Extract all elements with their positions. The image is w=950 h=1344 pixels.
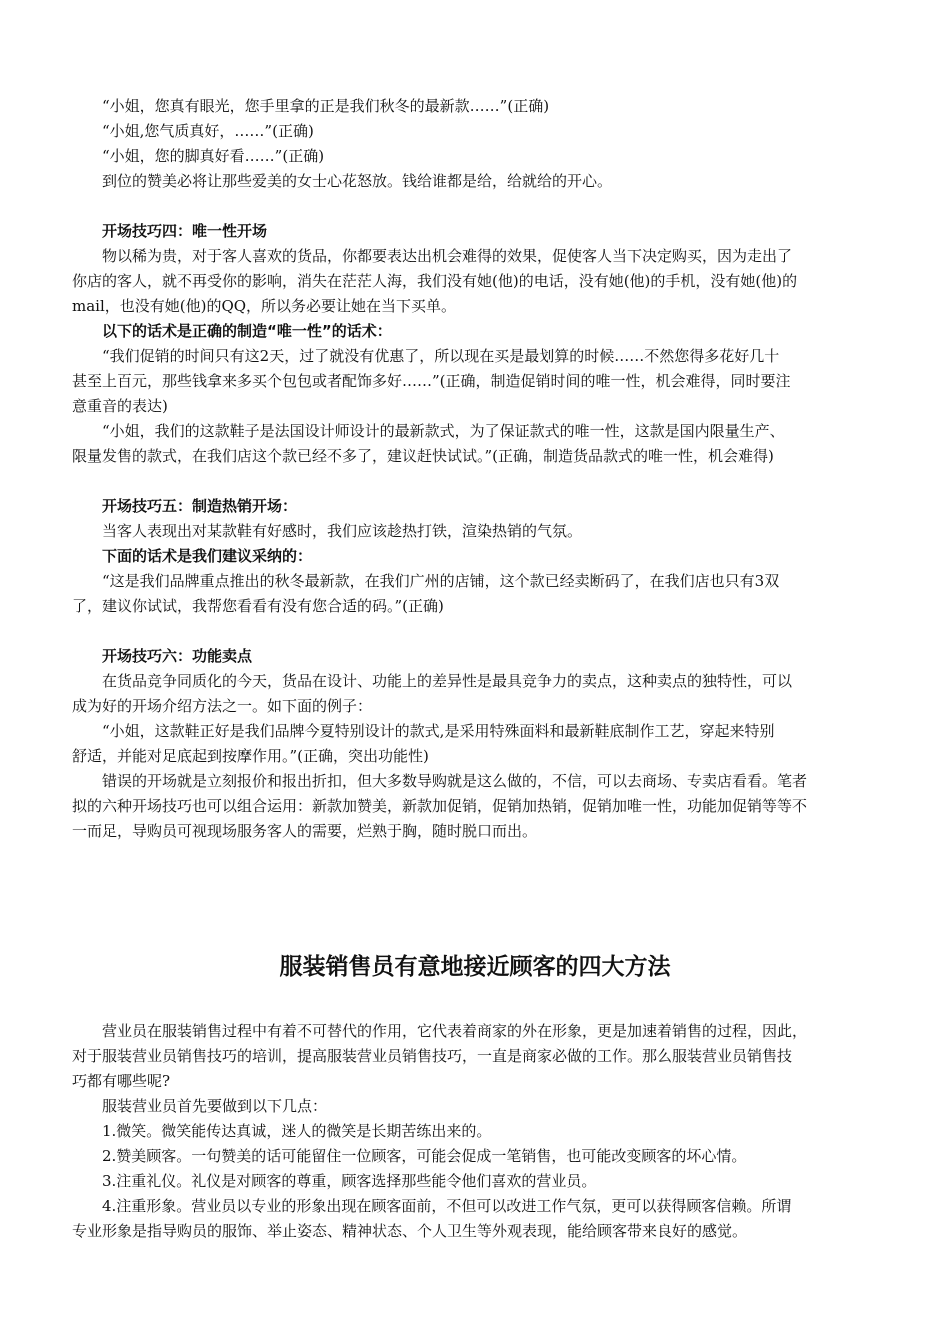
article-title: 服装销售员有意地接近顾客的四大方法 — [279, 954, 671, 980]
compliment-line-2: “小姐,您气质真好，……”(正确) — [102, 122, 314, 140]
compliment-summary: 到位的赞美必将让那些爱美的女士心花怒放。钱给谁都是给，给就给的开心。 — [102, 172, 613, 190]
tip4-example2-line-2: 限量发售的款式，在我们店这个款已经不多了，建议赶快试试。”(正确，制造货品款式的唯一性，机会难得) — [72, 447, 774, 465]
tip6-body-line-2: 成为好的开场介绍方法之一。如下面的例子： — [72, 697, 373, 715]
tip4-body-line-2: 你店的客人，就不再受你的影响，消失在茫茫人海，我们没有她(他)的电话，没有她(他)的手机，没有她(他)的 — [72, 272, 798, 290]
compliment-line-1: “小姐，您真有眼光，您手里拿的正是我们秋冬的最新款……”(正确) — [102, 97, 550, 115]
tip5-heading: 开场技巧五：制造热销开场： — [102, 497, 298, 515]
tip5-example-line-2: 了，建议你试试，我帮您看看有没有您合适的码。”(正确) — [72, 597, 444, 615]
article-lead: 服装营业员首先要做到以下几点： — [102, 1097, 328, 1115]
tip4-example1-line-3: 意重音的表达) — [72, 397, 168, 415]
article-item-2: 2.赞美顾客。一句赞美的话可能留住一位顾客，可能会促成一笔销售，也可能改变顾客的坏心情。 — [102, 1147, 747, 1165]
tip6-example-line-2: 舒适，并能对足底起到按摩作用。”(正确，突出功能性) — [72, 747, 429, 765]
tip5-body: 当客人表现出对某款鞋有好感时，我们应该趁热打铁，渲染热销的气氛。 — [102, 522, 583, 540]
tip6-heading: 开场技巧六：功能卖点 — [102, 647, 253, 665]
tip4-subheading: 以下的话术是正确的制造“唯一性”的话术： — [102, 322, 392, 340]
tip6-body-line-1: 在货品竞争同质化的今天，货品在设计、功能上的差异性是最具竞争力的卖点，这种卖点的独特性，可以 — [102, 672, 793, 690]
tip6-example-line-1: “小姐，这款鞋正好是我们品牌今夏特别设计的款式,是采用特殊面料和最新鞋底制作工艺，穿起来特别 — [102, 722, 775, 740]
tip5-subheading: 下面的话术是我们建议采纳的： — [102, 547, 313, 565]
article-item-4-continued: 专业形象是指导购员的服饰、举止姿态、精神状态、个人卫生等外观表现，能给顾客带来良好的感觉。 — [72, 1222, 748, 1240]
article-intro-line-3: 巧都有哪些呢? — [72, 1072, 171, 1090]
tip4-example1-line-2: 甚至上百元，那些钱拿来多买个包包或者配饰多好……”(正确，制造促销时间的唯一性，机会难得，同时要注 — [72, 372, 791, 390]
tip4-body-line-3: mail，也没有她(他)的QQ，所以务必要让她在当下买单。 — [72, 297, 457, 315]
tip5-example-line-1: “这是我们品牌重点推出的秋冬最新款，在我们广州的店铺，这个款已经卖断码了，在我们店也只有3双 — [102, 572, 780, 590]
tip4-body-line-1: 物以稀为贵，对于客人喜欢的货品，你都要表达出机会难得的效果，促使客人当下决定购买，因为走出了 — [102, 247, 793, 265]
article-item-4: 4.注重形象。营业员以专业的形象出现在顾客面前，不但可以改进工作气氛，更可以获得顾客信赖。所谓 — [102, 1197, 792, 1215]
tip4-example1-line-1: “我们促销的时间只有这2天，过了就没有优惠了，所以现在买是最划算的时候……不然您得多花好几十 — [102, 347, 780, 365]
article-intro-line-2: 对于服装营业员销售技巧的培训，提高服装营业员销售技巧，一直是商家必做的工作。那么服装营业员销售技 — [72, 1047, 793, 1065]
tip6-closing-line-3: 一而足，导购员可视现场服务客人的需要，烂熟于胸，随时脱口而出。 — [72, 822, 538, 840]
tip4-heading: 开场技巧四：唯一性开场 — [102, 222, 268, 240]
tip6-closing-line-1: 错误的开场就是立刻报价和报出折扣，但大多数导购就是这么做的，不信，可以去商场、专卖店看看。笔者 — [102, 772, 808, 790]
tip4-example2-line-1: “小姐，我们的这款鞋子是法国设计师设计的最新款式，为了保证款式的唯一性，这款是国内限量生产、 — [102, 422, 785, 440]
article-item-3: 3.注重礼仪。礼仪是对顾客的尊重，顾客选择那些能令他们喜欢的营业员。 — [102, 1172, 597, 1190]
article-intro-line-1: 营业员在服装销售过程中有着不可替代的作用，它代表着商家的外在形象，更是加速着销售的过程，因此， — [102, 1022, 808, 1040]
article-item-1: 1.微笑。微笑能传达真诚，迷人的微笑是长期苦练出来的。 — [102, 1122, 492, 1140]
compliment-line-3: “小姐，您的脚真好看……”(正确) — [102, 147, 325, 165]
tip6-closing-line-2: 拟的六种开场技巧也可以组合运用：新款加赞美，新款加促销，促销加热销，促销加唯一性，功能加促销等等不 — [72, 797, 808, 815]
